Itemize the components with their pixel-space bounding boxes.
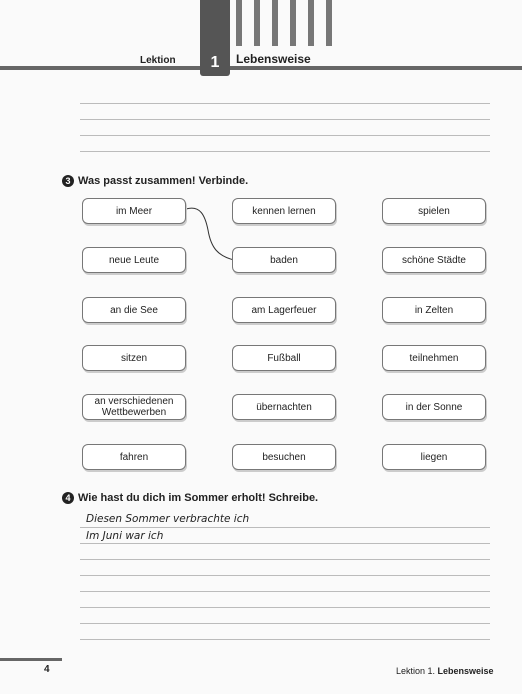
match-box-col2[interactable]: besuchen — [232, 444, 336, 470]
lesson-number-tab: 1 — [200, 0, 230, 76]
match-box-col1[interactable]: fahren — [82, 444, 186, 470]
writing-line — [80, 543, 490, 544]
match-box-col2[interactable]: baden — [232, 247, 336, 273]
match-box-col1[interactable]: neue Leute — [82, 247, 186, 273]
match-box-col2[interactable]: übernachten — [232, 394, 336, 420]
task-3-instruction: Was passt zusammen! Verbinde. — [78, 175, 249, 187]
footer-rule — [0, 658, 62, 661]
match-box-col1[interactable]: sitzen — [82, 345, 186, 371]
task-4-instruction: Wie hast du dich im Sommer erholt! Schreibe. — [78, 492, 319, 504]
match-box-col1[interactable]: an verschiedenen Wettbewerben — [82, 394, 186, 420]
writing-line — [80, 591, 490, 592]
task-4-heading — [62, 492, 318, 504]
writing-line — [80, 575, 490, 576]
footer-lesson — [396, 666, 494, 676]
writing-line — [80, 639, 490, 640]
handwritten-line-1: Diesen Sommer verbrachte ich — [86, 513, 250, 525]
writing-line — [80, 527, 490, 528]
lektion-label: Lektion — [140, 55, 176, 66]
writing-line — [80, 607, 490, 608]
match-box-col3[interactable]: liegen — [382, 444, 486, 470]
match-box-col2[interactable]: am Lagerfeuer — [232, 297, 336, 323]
match-box-col3[interactable]: schöne Städte — [382, 247, 486, 273]
writing-line — [80, 559, 490, 560]
match-box-col2[interactable]: kennen lernen — [232, 198, 336, 224]
handwritten-line-2: Im Juni war ich — [86, 530, 164, 542]
match-box-col1[interactable]: an die See — [82, 297, 186, 323]
match-box-col3[interactable]: teilnehmen — [382, 345, 486, 371]
task-3-number: 3 — [62, 175, 74, 187]
match-box-col3[interactable]: in Zelten — [382, 297, 486, 323]
match-box-col1[interactable]: im Meer — [82, 198, 186, 224]
page-number: 4 — [44, 664, 50, 675]
task-4-number: 4 — [62, 492, 74, 504]
footer-lesson-prefix: Lektion 1. — [396, 666, 438, 676]
lesson-title: Lebensweise — [236, 52, 311, 66]
writing-line — [80, 623, 490, 624]
footer-lesson-title: Lebensweise — [437, 666, 494, 676]
match-box-col3[interactable]: spielen — [382, 198, 486, 224]
match-box-col2[interactable]: Fußball — [232, 345, 336, 371]
match-box-col3[interactable]: in der Sonne — [382, 394, 486, 420]
